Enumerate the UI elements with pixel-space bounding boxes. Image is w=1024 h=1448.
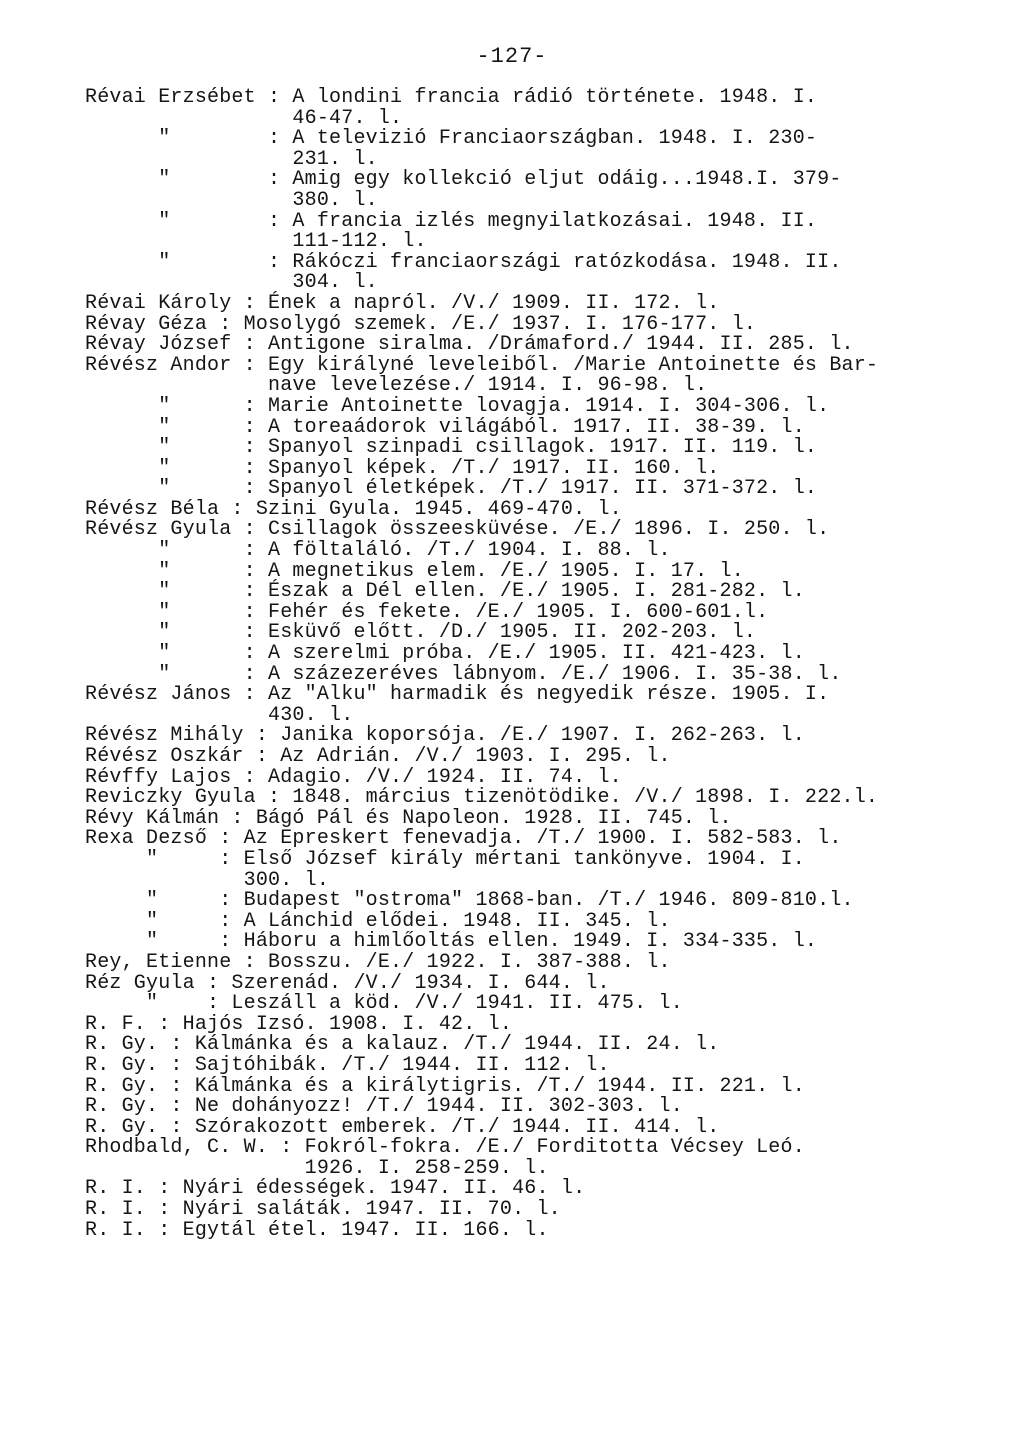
bibliography-line: " : Esküvő előtt. /D./ 1905. II. 202-203. l. (85, 621, 757, 645)
bibliography-line: Révész Gyula : Csillagok összeesküvése. /E./ 1896. I. 250. l. (85, 518, 830, 542)
bibliography-line: " : Amig egy kollekció eljut odáig...1948.I. 379- (85, 168, 842, 192)
bibliography-line: " : Első József király mértani tankönyve. 1904. I. (85, 847, 805, 871)
bibliography-line: Reviczky Gyula : 1848. március tizenötödike. /V./ 1898. I. 222.l. (85, 786, 879, 810)
bibliography-line: Révffy Lajos : Adagio. /V./ 1924. II. 74. l. (85, 765, 622, 789)
bibliography-line: 300. l. (85, 868, 330, 892)
bibliography-line: 231. l. (85, 147, 378, 171)
bibliography-line: Révész Oszkár : Az Adrián. /V./ 1903. I. 295. l. (85, 745, 671, 768)
bibliography-line: R. Gy. : Ne dohányozz! /T./ 1944. II. 302-303. l. (85, 1095, 683, 1119)
bibliography-line: Rey, Etienne : Bosszu. /E./ 1922. I. 387-388. l. (85, 950, 671, 974)
bibliography-line: " : Rákóczi franciaországi ratózkodása. 1948. II. (85, 250, 842, 274)
bibliography-line: " : Spanyol szinpadi csillagok. 1917. II. 119. l. (85, 436, 818, 460)
bibliography-line: Révai Erzsébet : A londini francia rádió története. 1948. I. (85, 86, 818, 109)
bibliography-line: " : Észak a Dél ellen. /E./ 1905. I. 281-282. l. (85, 580, 805, 604)
bibliography-list (85, 88, 984, 1241)
bibliography-line: " : A Lánchid elődei. 1948. II. 345. l. (85, 909, 671, 933)
bibliography-line: 111-112. l. (85, 230, 427, 254)
bibliography-line: Révai Károly : Ének a napról. /V./ 1909. II. 172. l. (85, 291, 720, 315)
bibliography-line: R. Gy. : Kálmánka és a királytigris. /T./ 1944. II. 221. l. (85, 1074, 805, 1098)
bibliography-line: " : A francia izlés megnyilatkozásai. 1948. II. (85, 209, 818, 233)
bibliography-line: R. Gy. : Kálmánka és a kalauz. /T./ 1944. II. 24. l. (85, 1033, 720, 1057)
bibliography-line: 430. l. (85, 703, 354, 727)
bibliography-line: 1926. I. 258-259. l. (85, 1156, 549, 1180)
bibliography-line: Révay Géza : Mosolygó szemek. /E./ 1937. I. 176-177. l. (85, 312, 757, 336)
bibliography-line: " : A szerelmi próba. /E./ 1905. II. 421-423. l. (85, 642, 805, 666)
bibliography-line: Révész Mihály : Janika koporsója. /E./ 1907. I. 262-263. l. (85, 724, 805, 748)
bibliography-line: " : A százezeréves lábnyom. /E./ 1906. I. 35-38. l. (85, 662, 842, 686)
bibliography-line: " : Budapest "ostroma" 1868-ban. /T./ 1946. 809-810.l. (85, 889, 854, 913)
bibliography-line: Réz Gyula : Szerenád. /V./ 1934. I. 644. l. (85, 971, 610, 995)
bibliography-line: Révész Béla : Szini Gyula. 1945. 469-470. l. (85, 497, 622, 521)
bibliography-line: Révész János : Az "Alku" harmadik és negyedik része. 1905. I. (85, 683, 830, 707)
bibliography-line: " : A föltaláló. /T./ 1904. I. 88. l. (85, 539, 671, 563)
bibliography-line: Révész Andor : Egy királyné leveleiből. /Marie Antoinette és Bar- (85, 353, 879, 377)
bibliography-line: R. I. : Nyári édességek. 1947. II. 46. l. (85, 1177, 586, 1201)
bibliography-line: " : Leszáll a köd. /V./ 1941. II. 475. l. (85, 992, 683, 1016)
bibliography-line: Révy Kálmán : Bágó Pál és Napoleon. 1928. II. 745. l. (85, 806, 732, 830)
bibliography-line: " : A toreaádorok világából. 1917. II. 38-39. l. (85, 415, 805, 439)
bibliography-line: R. I. : Egytál étel. 1947. II. 166. l. (85, 1218, 549, 1242)
bibliography-line: 46-47. l. (85, 106, 403, 130)
bibliography-line: 304. l. (85, 271, 378, 295)
bibliography-line: R. F. : Hajós Izsó. 1908. I. 42. l. (85, 1012, 513, 1036)
bibliography-line: R. Gy. : Sajtóhibák. /T./ 1944. II. 112. l. (85, 1053, 610, 1077)
bibliography-line: " : Háboru a himlőoltás ellen. 1949. I. 334-335. l. (85, 930, 818, 954)
bibliography-line: Rexa Dezső : Az Epreskert fenevadja. /T./ 1900. I. 582-583. l. (85, 827, 842, 851)
bibliography-line: nave levelezése./ 1914. I. 96-98. l. (85, 374, 708, 398)
bibliography-line: Rhodbald, C. W. : Fokról-fokra. /E./ Forditotta Vécsey Leó. (85, 1136, 805, 1160)
bibliography-line: R. Gy. : Szórakozott emberek. /T./ 1944. II. 414. l. (85, 1115, 720, 1139)
bibliography-line: " : A televizió Franciaországban. 1948. I. 230- (85, 127, 818, 151)
page-number: -127- (476, 44, 548, 69)
bibliography-line: Révay József : Antigone siralma. /Drámaford./ 1944. II. 285. l. (85, 333, 854, 357)
bibliography-line: 380. l. (85, 188, 378, 212)
bibliography-line: " : Spanyol képek. /T./ 1917. II. 160. l. (85, 456, 720, 480)
bibliography-line: " : Fehér és fekete. /E./ 1905. I. 600-601.l. (85, 600, 769, 624)
bibliography-line: " : Spanyol életképek. /T./ 1917. II. 371-372. l. (85, 477, 818, 501)
bibliography-line: R. I. : Nyári saláták. 1947. II. 70. l. (85, 1198, 561, 1222)
bibliography-line: " : A megnetikus elem. /E./ 1905. I. 17. l. (85, 559, 744, 583)
bibliography-line: " : Marie Antoinette lovagja. 1914. I. 304-306. l. (85, 394, 830, 418)
